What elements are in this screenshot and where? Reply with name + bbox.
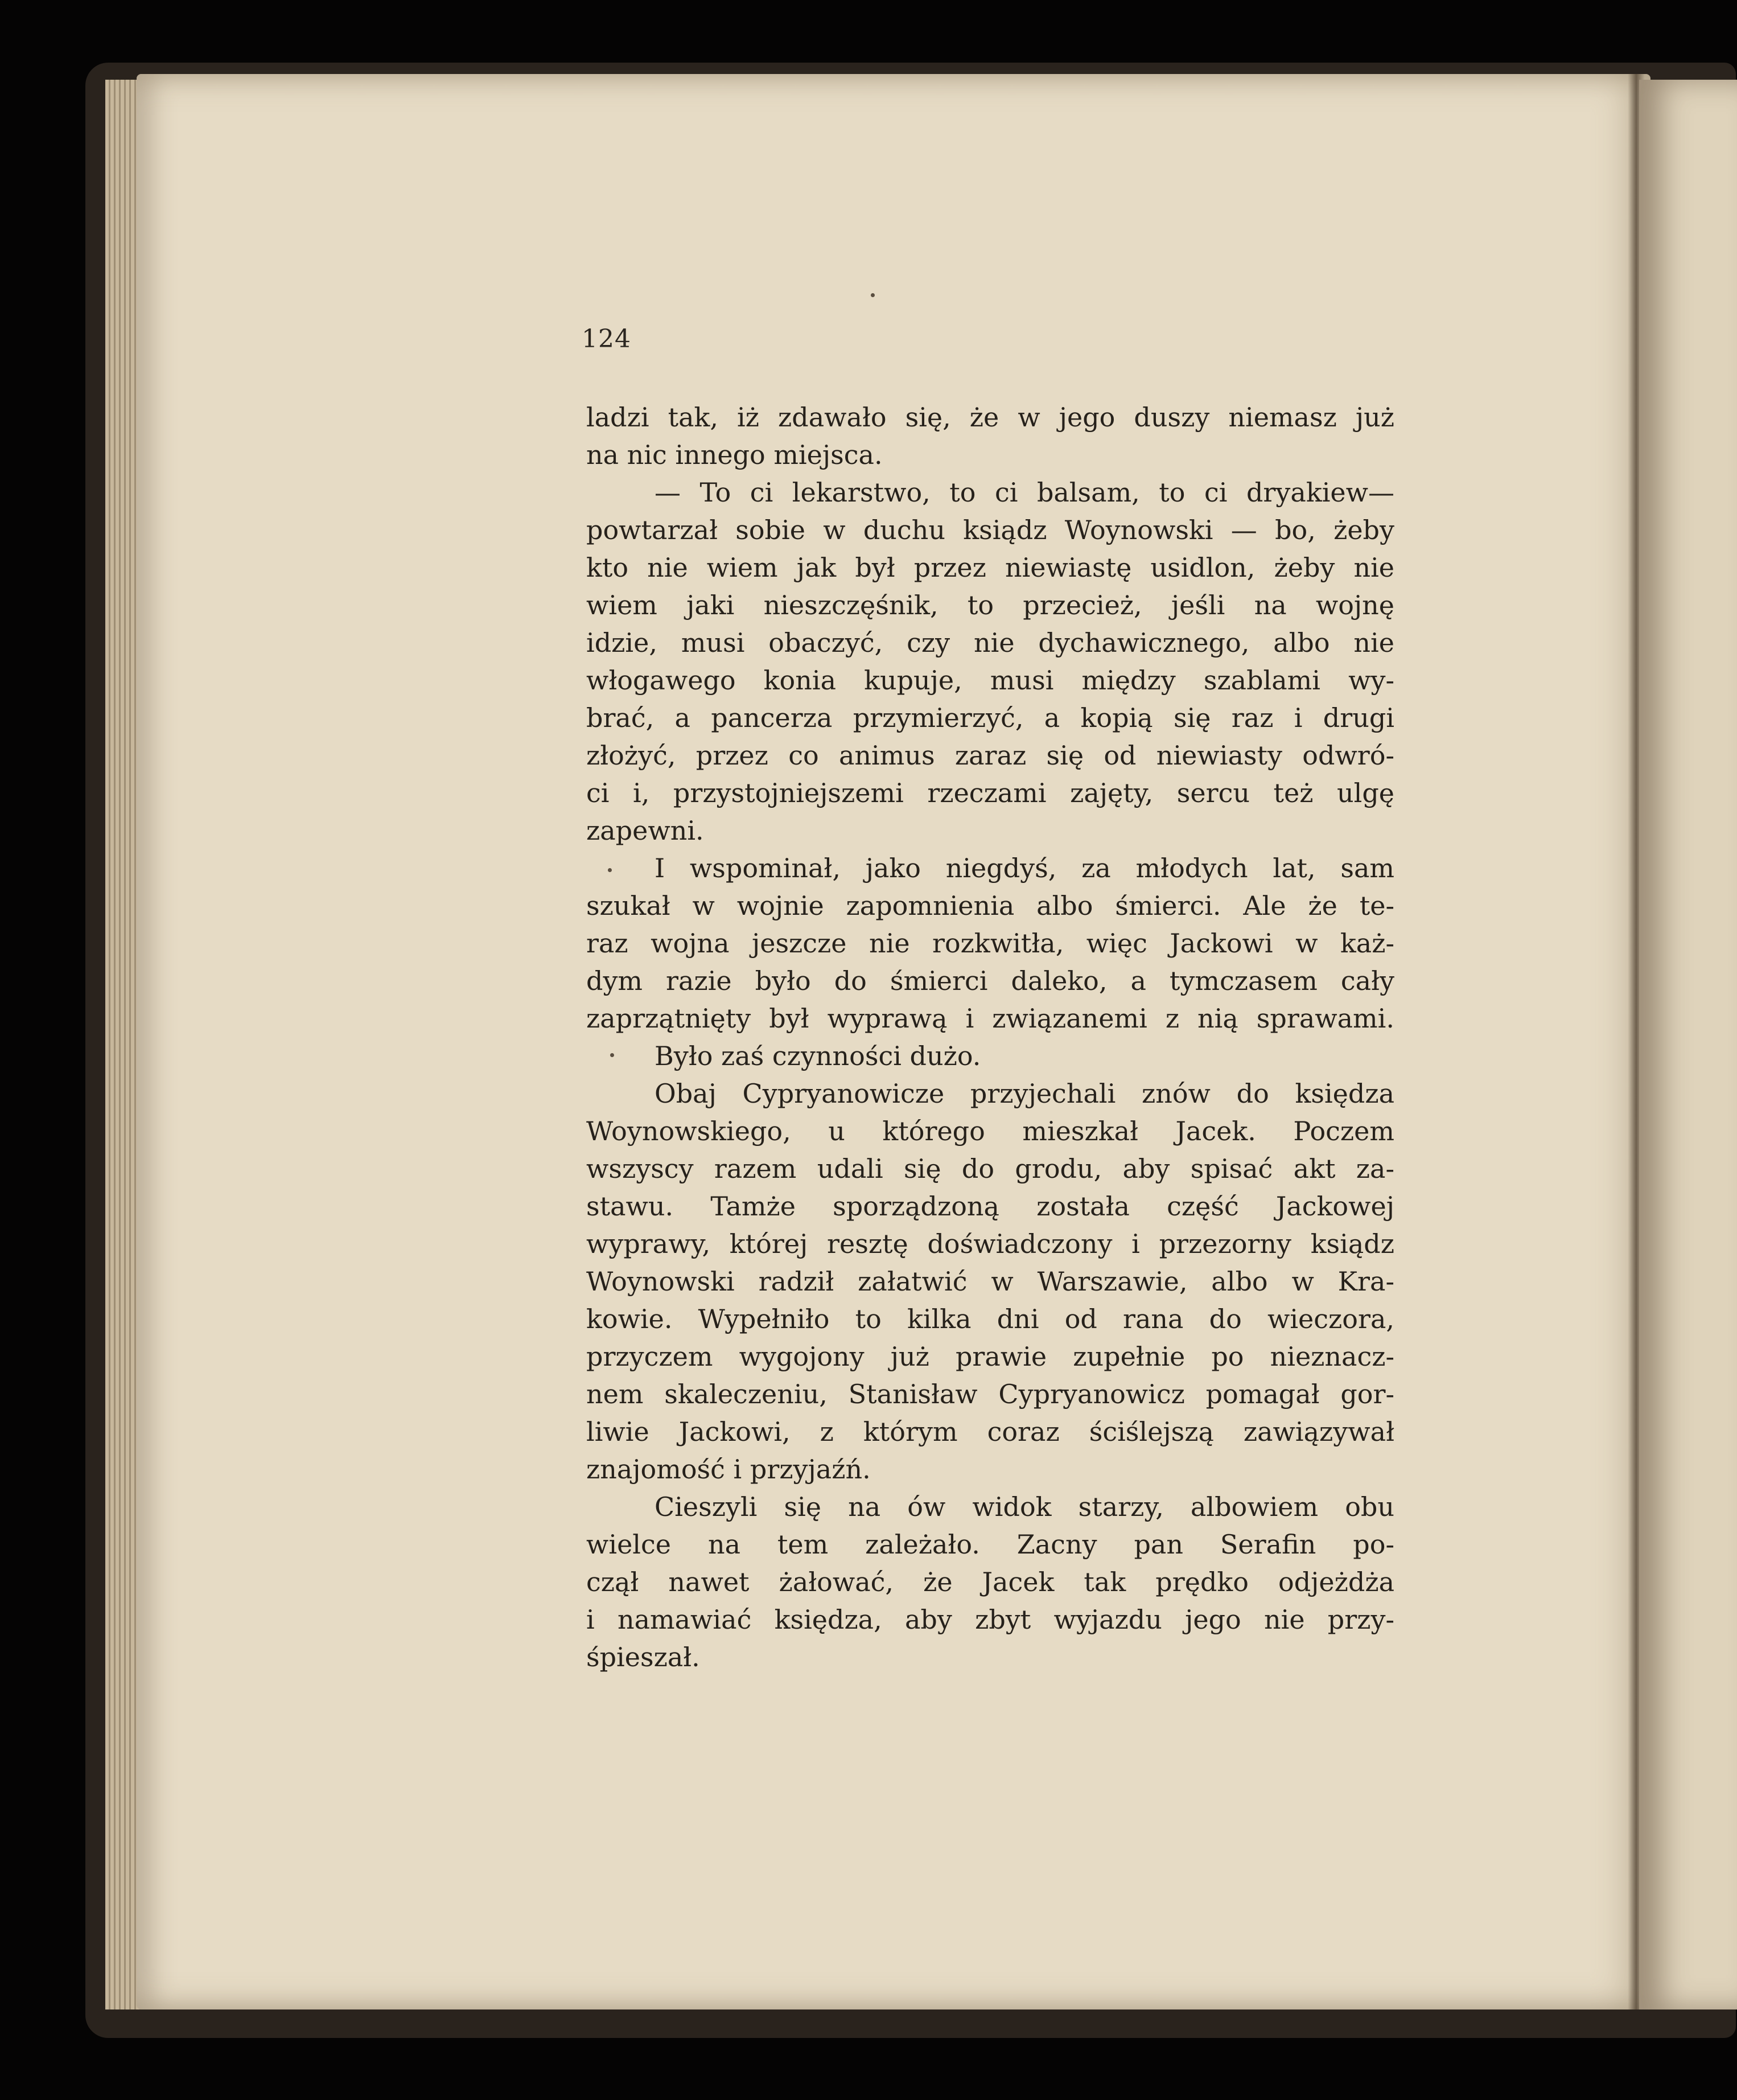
text-line: dym razie było do śmierci daleko, a tymczasem cały <box>586 965 1394 996</box>
text-line: ci i, przystojniejszemi rzeczami zajęty, sercu też ulgę <box>586 778 1394 808</box>
text-line: raz wojna jeszcze nie rozkwitła, więc Jackowi w każ- <box>586 928 1394 959</box>
text-line: Obaj Cypryanowicze przyjechali znów do księdza <box>655 1078 1394 1109</box>
right-page-edge <box>1639 80 1737 2009</box>
text-line: na nic innego miejsca. <box>586 439 883 470</box>
text-line: Woynowski radził załatwić w Warszawie, albo w Kra- <box>586 1266 1394 1297</box>
text-line: kto nie wiem jak był przez niewiastę usidlon, żeby nie <box>586 552 1394 583</box>
text-line: wyprawy, której resztę doświadczony i przezorny ksiądz <box>586 1228 1394 1259</box>
text-line: idzie, musi obaczyć, czy nie dychawicznego, albo nie <box>586 627 1394 658</box>
text-line: — To ci lekarstwo, to ci balsam, to ci dryakiew— <box>655 477 1394 508</box>
text-line: i namawiać księdza, aby zbyt wyjazdu jego nie przy- <box>586 1604 1394 1635</box>
text-line: złożyć, przez co animus zaraz się od niewiasty odwró- <box>586 740 1394 771</box>
text-line: I wspominał, jako niegdyś, za młodych lat, sam <box>655 853 1394 883</box>
text-line: Było zaś czynności dużo. <box>655 1041 981 1071</box>
text-line: brać, a pancerza przymierzyć, a kopią się raz i drugi <box>586 702 1394 733</box>
text-line: zaprzątnięty był wyprawą i związanemi z nią sprawami. <box>586 1003 1394 1034</box>
text-line: nem skaleczeniu, Stanisław Cypryanowicz pomagał gor- <box>586 1379 1394 1409</box>
body-text <box>586 398 1394 1676</box>
text-line: wielce na tem zależało. Zacny pan Serafin po- <box>586 1529 1394 1560</box>
text-line: przyczem wygojony już prawie zupełnie po nieznacz- <box>586 1341 1394 1372</box>
page-number: 124 <box>582 324 631 354</box>
text-line: zapewni. <box>586 815 704 846</box>
text-line: czął nawet żałować, że Jacek tak prędko odjeżdża <box>586 1567 1394 1597</box>
text-line: szukał w wojnie zapomnienia albo śmierci. Ale że te- <box>586 890 1394 921</box>
text-line: kowie. Wypełniło to kilka dni od rana do wieczora, <box>586 1304 1394 1334</box>
text-line: liwie Jackowi, z którym coraz ściślejszą zawiązywał <box>586 1416 1394 1447</box>
text-line: wiem jaki nieszczęśnik, to przecież, jeśli na wojnę <box>586 590 1394 620</box>
text-line: stawu. Tamże sporządzoną została część Jackowej <box>586 1191 1394 1222</box>
text-line: Woynowskiego, u którego mieszkał Jacek. Poczem <box>586 1116 1394 1146</box>
paper-speck <box>871 293 875 297</box>
text-line: śpieszał. <box>586 1642 700 1672</box>
text-line: ladzi tak, iż zdawało się, że w jego duszy niemasz już <box>586 402 1394 433</box>
text-line: włogawego konia kupuje, musi między szablami wy- <box>586 665 1394 696</box>
text-line: wszyscy razem udali się do grodu, aby spisać akt za- <box>586 1153 1394 1184</box>
text-line: powtarzał sobie w duchu ksiądz Woynowski — bo, żeby <box>586 515 1394 545</box>
text-line: znajomość i przyjaźń. <box>586 1454 871 1485</box>
text-line: Cieszyli się na ów widok starzy, albowiem obu <box>655 1491 1394 1522</box>
